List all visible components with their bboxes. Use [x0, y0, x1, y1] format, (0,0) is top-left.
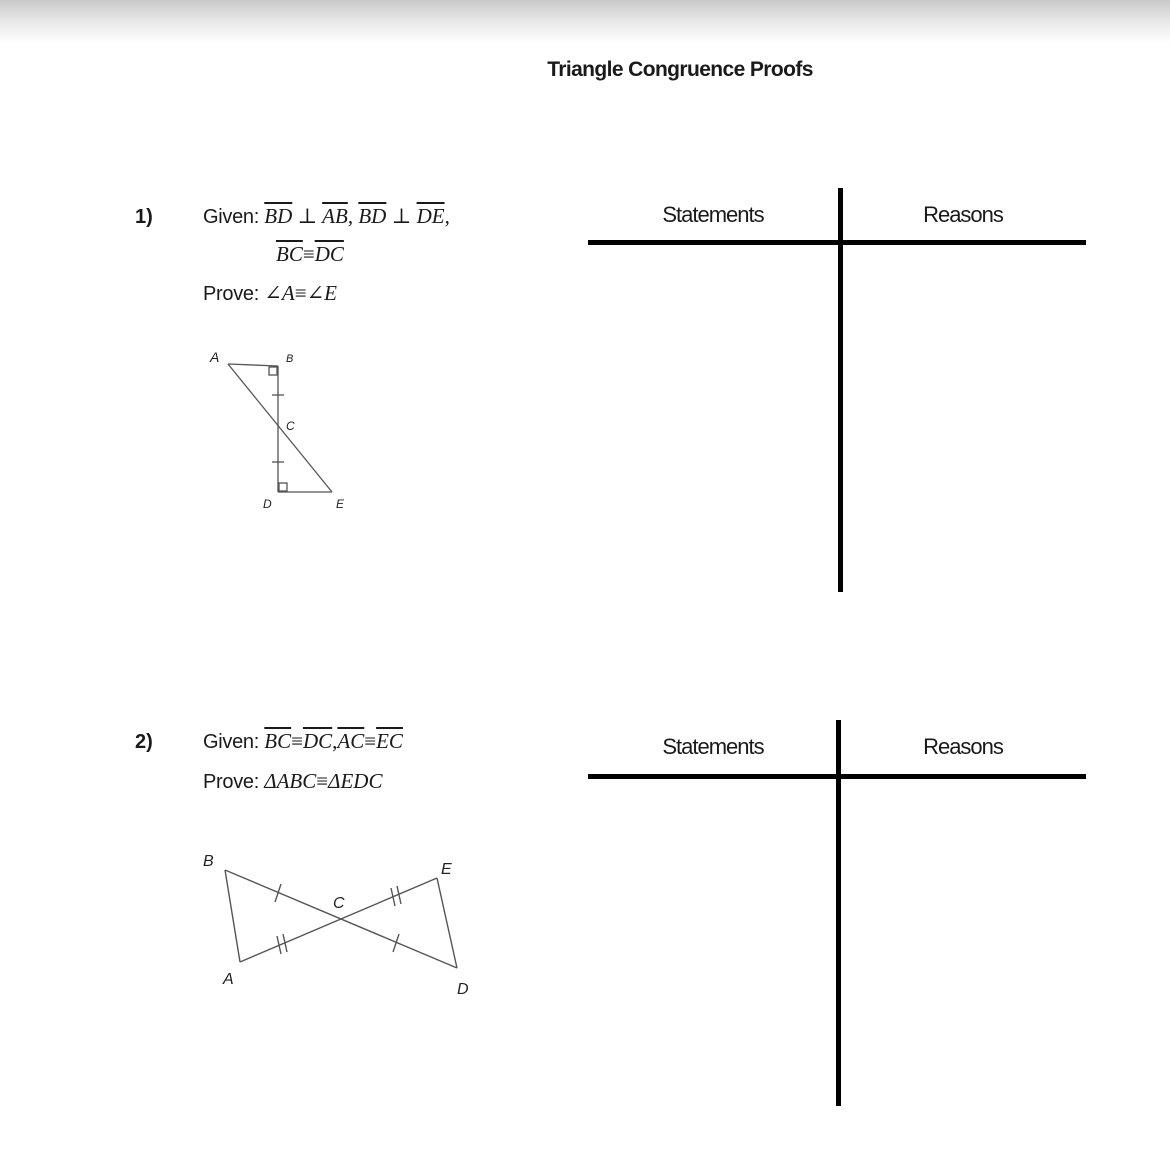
problem-2-figure [195, 840, 485, 1000]
column-divider [838, 188, 843, 592]
statements-header: Statements [662, 202, 764, 227]
segment-dc: $\overline{DC}$ [314, 242, 344, 266]
reasons-header: Reasons [923, 734, 1003, 759]
right-angle-mark-b [269, 367, 277, 375]
segment-ae-line [228, 364, 332, 492]
triangle-edc: ΔEDC [328, 769, 383, 793]
column-divider [836, 720, 841, 1106]
segment-bc: $\overline{BC}$ [264, 729, 292, 753]
problem-1-figure [200, 340, 360, 520]
segment-bd: $\overline{BD}$ [264, 204, 293, 228]
segment-de: $\overline{DE}$ [416, 204, 445, 228]
prove-expression [264, 769, 382, 793]
problem-1-given [203, 204, 450, 229]
segment-bc: $\overline{BC}$ [276, 242, 303, 266]
label-d: D [457, 981, 469, 998]
perpendicular-symbol: ⊥ [391, 204, 412, 228]
problem-2-number: 2) [135, 731, 153, 753]
problem-2-prove [203, 769, 382, 794]
label-a: A [223, 971, 234, 988]
label-c: C [333, 895, 345, 912]
label-b: B [203, 853, 214, 870]
window-top-bar [0, 0, 1170, 44]
segment-ac: $\overline{AC}$ [337, 729, 365, 753]
header-divider [588, 240, 1086, 245]
label-e: E [336, 497, 345, 511]
problem-1-number: 1) [135, 206, 153, 228]
comma: , [444, 204, 450, 228]
problem-1-prove [203, 281, 337, 306]
congruent-symbol: ≡ [316, 769, 329, 793]
given-expression [264, 729, 403, 753]
prove-expression [264, 281, 337, 305]
segment-bd: $\overline{BD}$ [358, 204, 387, 228]
prove-label: Prove: [203, 771, 260, 793]
triangle-abc: ΔABC [264, 769, 317, 793]
statements-header: Statements [662, 734, 764, 759]
given-label: Given: [203, 731, 260, 753]
angle-e: ∠E [306, 281, 337, 305]
label-b: B [286, 353, 294, 365]
comma: , [332, 729, 338, 753]
congruent-symbol: ≡ [302, 242, 315, 266]
page-title: Triangle Congruence Proofs [547, 58, 813, 81]
perpendicular-symbol: ⊥ [297, 204, 318, 228]
prove-label: Prove: [203, 283, 260, 305]
label-a: A [210, 349, 220, 365]
right-angle-mark-d [279, 483, 287, 491]
angle-a: ∠A [264, 281, 295, 305]
label-c: C [286, 419, 295, 433]
comma: , [347, 204, 354, 228]
congruent-symbol: ≡ [364, 729, 377, 753]
given-expression [264, 204, 450, 228]
segment-ed-line [437, 878, 457, 968]
segment-ab-line [228, 364, 278, 366]
segment-ab: $\overline{AB}$ [322, 204, 348, 228]
congruent-symbol: ≡ [294, 281, 307, 305]
problem-1-given-line2 [276, 242, 344, 267]
given-label: Given: [203, 206, 260, 228]
reasons-header: Reasons [923, 202, 1003, 227]
problem-2-given [203, 729, 403, 754]
segment-dc: $\overline{DC}$ [302, 729, 333, 753]
problem-2-two-column-chart [588, 720, 1088, 1108]
segment-ae-line [240, 878, 437, 962]
segment-ba-line [225, 870, 240, 962]
problem-1-two-column-chart [588, 188, 1088, 594]
label-e: E [441, 861, 452, 878]
congruent-symbol: ≡ [291, 729, 303, 753]
segment-ec: $\overline{EC}$ [376, 729, 403, 753]
label-d: D [263, 497, 272, 511]
